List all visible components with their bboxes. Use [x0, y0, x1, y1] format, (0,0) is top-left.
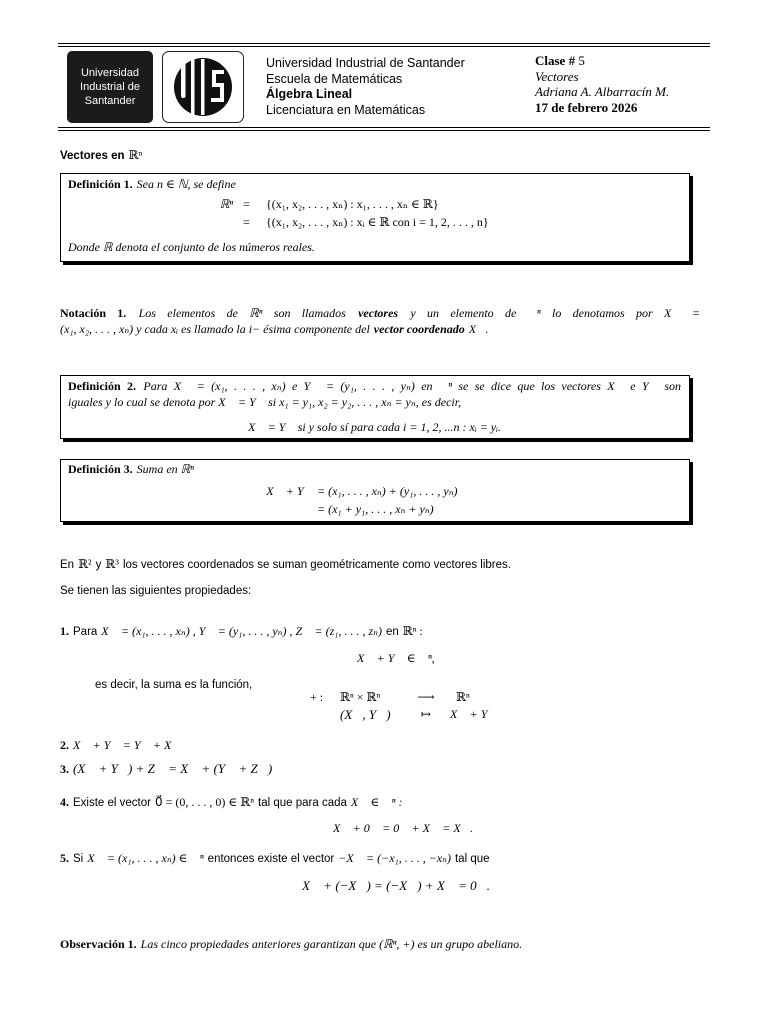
definition-2-box [60, 375, 690, 439]
map-operator: + : [310, 690, 324, 704]
class-topic: Vectores [535, 68, 579, 84]
definition-2-text-2: iguales y lo cual se denota por X⃗ = Y⃗ si x₁ = y₁, x₂ = y₂, . . . , xₙ = yₙ, es decir, [68, 395, 462, 409]
observation-1-label: Observación 1. [60, 937, 137, 951]
school-name: Escuela de Matemáticas [266, 71, 403, 86]
property-5-display: X⃗ + (−X⃗) = (−X⃗) + X⃗ = 0⃗. [302, 878, 491, 893]
author-name: Adriana A. Albarracín M. [535, 84, 670, 99]
observation-1 [60, 936, 522, 952]
property-5-text-b: entonces existe el vector [207, 853, 335, 865]
property-5 [60, 850, 490, 867]
notation-1-term-vectores: vectores [358, 306, 399, 320]
property-4 [60, 794, 403, 811]
map-domain: ℝⁿ × ℝⁿ [340, 690, 381, 704]
logo-line-3: Santander [84, 95, 136, 107]
definition-3-title: Suma en ℝⁿ [136, 462, 194, 476]
class-heading [535, 53, 669, 69]
notation-1-text-d: X⃗. [468, 322, 489, 336]
definition-1-label: Definición 1. [68, 177, 133, 191]
map-argument: (X⃗, Y⃗) [340, 707, 391, 722]
map-blank [310, 706, 340, 723]
paragraph-1-math-r2: ℝ² [78, 557, 92, 571]
definition-1-eq-rhs-2: {(x₁, x₂, . . . , xₙ) : xᵢ ∈ ℝ con i = 1, 2, . . . , n} [266, 215, 489, 229]
definition-1-intro: Sea n ∈ ℕ, se define [136, 177, 236, 191]
notation-1-text-a: Los elementos de ℝⁿ son llamados [138, 306, 346, 320]
sum-function-map [310, 689, 497, 723]
definition-1-eq-rel-2: = [243, 215, 250, 229]
section-title-text: Vectores en [60, 150, 125, 162]
property-1-math-a: X⃗ = (x₁, . . . , xₙ) , Y⃗ = (y₁, . . . , yₙ) , Z⃗ = (z₁, . . . , zₙ) [101, 624, 382, 638]
property-1-number: 1. [60, 624, 69, 638]
property-1-display: X⃗ + Y⃗ ∈ ℝⁿ, [357, 651, 435, 665]
definition-3-eq-rhs-1: = (x₁, . . . , xₙ) + (y₁, . . . , yₙ) [317, 484, 458, 498]
definition-2-label: Definición 2. [68, 379, 137, 393]
notation-1-line-1 [60, 305, 700, 321]
property-4-number: 4. [60, 795, 69, 809]
header-top-rule [58, 43, 710, 47]
notation-1-text-b: y un elemento de ℝⁿ lo denotamos por X⃗ = [410, 306, 701, 320]
definition-1-box [60, 173, 690, 262]
property-1 [60, 623, 423, 640]
property-1-note: es decir, la suma es la función, [95, 679, 253, 691]
institution-name: Universidad Industrial de Santander [266, 56, 465, 70]
observation-1-text: Las cinco propiedades anteriores garantizan que (ℝⁿ, +) es un grupo abeliano. [140, 937, 523, 951]
map-to-arrow: ↦ [420, 707, 432, 721]
paragraph-1-text-c: los vectores coordenados se suman geométricamente como vectores libres. [122, 559, 511, 571]
header-bottom-rule [58, 127, 710, 131]
program-name: Licenciatura en Matemáticas [266, 102, 426, 117]
property-3-math: (X⃗ + Y⃗) + Z⃗ = X⃗ + (Y⃗ + Z⃗) [73, 761, 273, 776]
definition-1-eq-rhs-1: {(x₁, x₂, . . . , xₙ) : x₁, . . . , xₙ ∈ ℝ} [266, 197, 439, 211]
header-class-block [535, 53, 669, 115]
class-label: Clase # [535, 53, 576, 68]
notation-1-label: Notación 1. [60, 306, 127, 320]
uis-emblem-icon [170, 56, 236, 118]
definition-3-eq-lhs: X⃗ + Y⃗ [266, 484, 313, 498]
paragraph-1-text-a: En [60, 559, 75, 571]
logo-line-2: Industrial de [80, 81, 140, 93]
property-1-text-b: en [386, 626, 399, 638]
property-2-math: X⃗ + Y⃗ = Y⃗ + X⃗ [73, 738, 181, 752]
header-institution-block [266, 56, 465, 118]
property-5-text-c: tal que [454, 853, 490, 865]
paragraph-1-math-r3: ℝ³ [105, 557, 119, 571]
university-logo [67, 51, 153, 123]
paragraph-1-text-b: y [95, 559, 102, 571]
definition-3-heading [68, 461, 681, 477]
section-title [60, 147, 142, 164]
notation-1-term-vector-coordenado: vector coordenado [373, 322, 465, 336]
definition-3-box [60, 459, 690, 522]
definition-3-label: Definición 3. [68, 462, 133, 476]
map-value: X⃗ + Y⃗ [450, 707, 497, 721]
definition-1-eq-rel-1: = [243, 197, 250, 211]
definition-3-eq-rhs-2: = (x₁ + y₁, . . . , xₙ + yₙ) [317, 502, 434, 516]
property-2 [60, 737, 181, 753]
logo-line-1: Universidad [80, 67, 140, 79]
property-3 [60, 761, 272, 777]
class-number: 5 [578, 53, 585, 68]
definition-1-note: Donde ℝ denota el conjunto de los números reales. [68, 240, 315, 254]
class-date: 17 de febrero 2026 [535, 99, 638, 115]
section-title-math: ℝⁿ [128, 148, 143, 162]
paragraph-1 [60, 556, 511, 573]
definition-2-line-1 [68, 378, 681, 394]
property-1-text-a: Para [73, 626, 98, 638]
property-2-number: 2. [60, 738, 69, 752]
property-4-math-b: X⃗ ∈ ℝⁿ : [350, 795, 403, 809]
map-arrow: ⟶ [417, 690, 435, 704]
definition-1-eq-lhs: ℝⁿ [219, 197, 233, 211]
property-4-math-a: 0⃗ = (0, . . . , 0) ∈ ℝⁿ [154, 795, 255, 809]
definition-1-heading [68, 176, 681, 192]
property-1-math-b: ℝⁿ : [402, 624, 423, 638]
definition-2-display: X⃗ = Y⃗ si y solo sí para cada i = 1, 2, ...n : xᵢ = yᵢ. [247, 420, 502, 434]
course-name: Álgebra Lineal [266, 87, 353, 101]
property-3-number: 3. [60, 762, 69, 776]
property-5-math-a: X⃗ = (x₁, . . . , xₙ) ∈ ℝⁿ [87, 851, 204, 865]
property-4-text-b: tal que para cada [258, 797, 347, 809]
uis-emblem [162, 51, 244, 123]
property-4-text-a: Existe el vector [73, 797, 151, 809]
property-4-display: X⃗ + 0⃗ = 0⃗ + X⃗ = X⃗. [333, 821, 474, 835]
property-5-number: 5. [60, 851, 69, 865]
property-5-math-b: −X⃗ = (−x₁, . . . , −xₙ) [338, 851, 451, 865]
definition-2-text-1: Para X⃗ = (x₁, . . . , xₙ) e Y⃗ = (y₁, . . . , yₙ) en ℝⁿ se se dice que los vectores X⃗ e Y⃗ son [143, 379, 681, 393]
notation-1-text-c: (x₁, x₂, . . . , xₙ) y cada xᵢ es llamado la i− ésima componente del [60, 322, 370, 336]
notation-1-line-2 [60, 321, 488, 337]
paragraph-2: Se tienen las siguientes propiedades: [60, 585, 252, 597]
property-5-text-a: Si [73, 853, 84, 865]
map-codomain: ℝⁿ [456, 690, 470, 704]
